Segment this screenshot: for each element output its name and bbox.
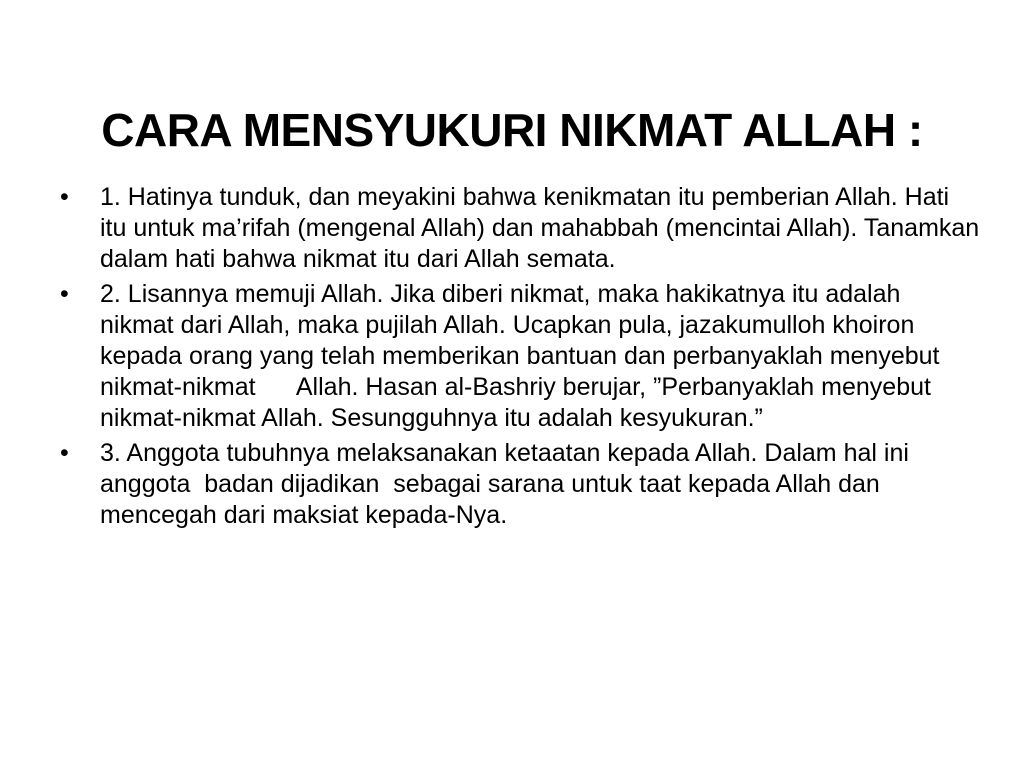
- bullet-text: 3. Anggota tubuhnya melaksanakan ketaatan kepada Allah. Dalam hal ini anggota badan dijadikan sebagai sarana untuk taat kepada Allah dan mencegah dari maksiat kepada-Nya.: [100, 439, 916, 529]
- bullet-marker-icon: •: [60, 183, 69, 211]
- bullet-item-2: [60, 279, 980, 434]
- bullet-text: 2. Lisannya memuji Allah. Jika diberi nikmat, maka hakikatnya itu adalah nikmat dari Allah, maka pujilah Allah. Ucapkan pula, jazakumulloh khoiron kepada orang yang telah memberikan bantuan dan perbanyaklah menyebut nikmat-nikmat Allah. Hasan al-Bashriy berujar, ”Perbanyaklah menyebut nikmat-nikmat Allah. Sesungguhnya itu adalah kesyukuran.”: [100, 280, 947, 432]
- bullet-item-3: [60, 438, 980, 531]
- bullet-list: [60, 182, 987, 535]
- bullet-text: 1. Hatinya tunduk, dan meyakini bahwa kenikmatan itu pemberian Allah. Hati itu untuk ma’rifah (mengenal Allah) dan mahabbah (mencintai Allah). Tanamkan dalam hati bahwa nikmat itu dari Allah semata.: [100, 183, 987, 273]
- bullet-marker-icon: •: [60, 280, 69, 308]
- bullet-marker-icon: •: [60, 439, 69, 467]
- slide-title: CARA MENSYUKURI NIKMAT ALLAH :: [101, 104, 923, 156]
- bullet-item-1: [60, 182, 987, 275]
